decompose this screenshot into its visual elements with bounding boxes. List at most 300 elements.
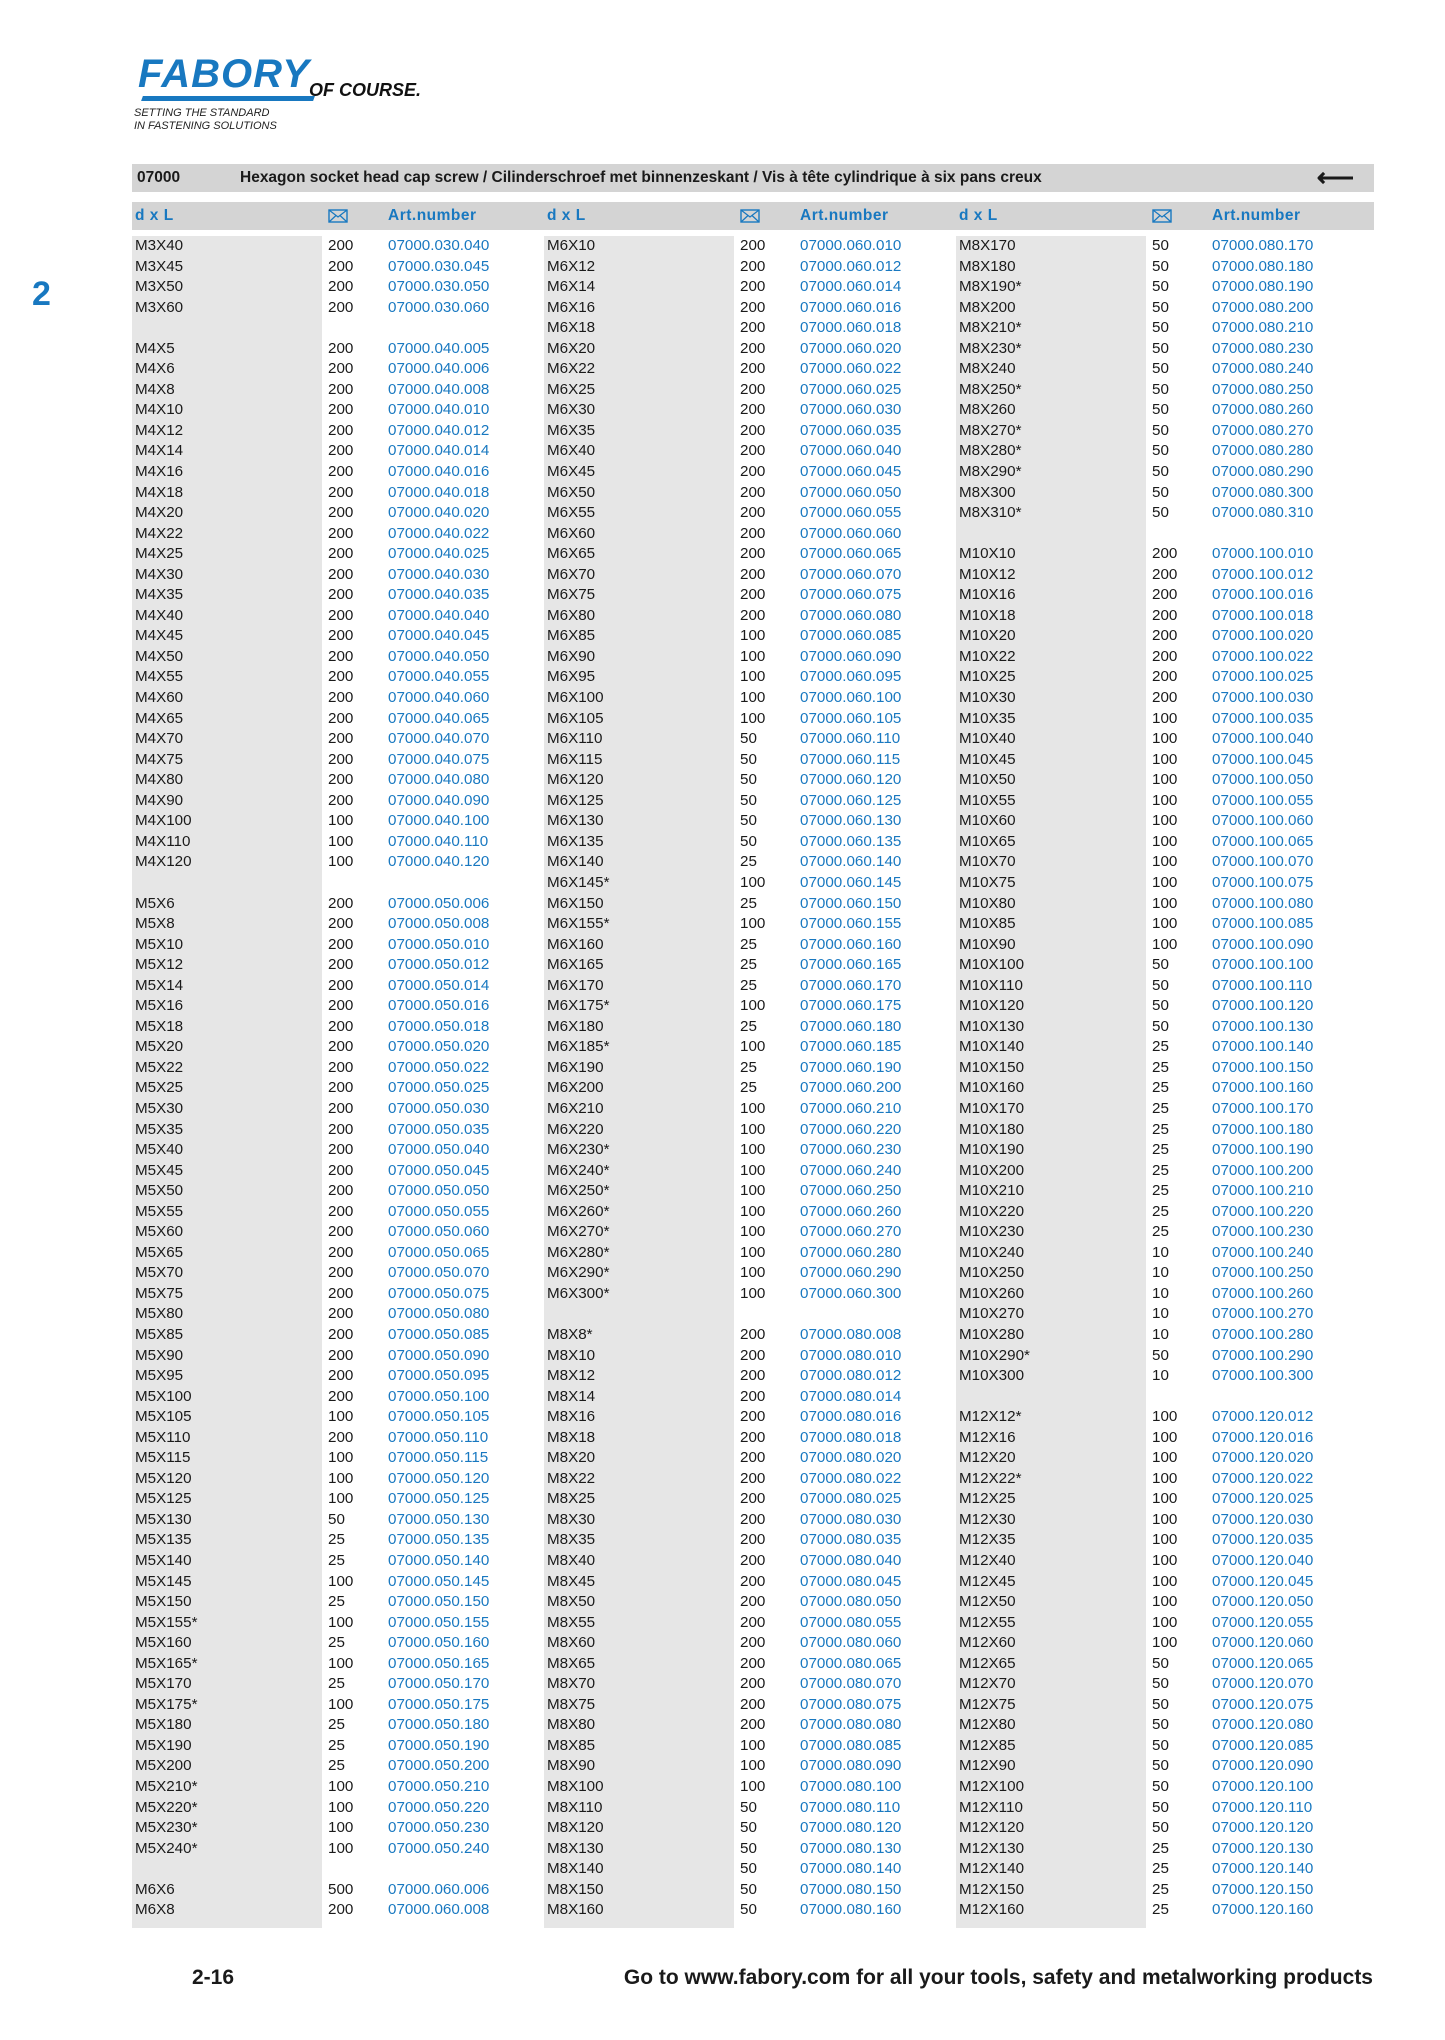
table-row bbox=[132, 1325, 542, 1346]
art-number-cell[interactable]: 07000.120.030 bbox=[1212, 1510, 1314, 1528]
art-number-cell[interactable]: 07000.060.155 bbox=[800, 915, 902, 933]
art-number-cell[interactable]: 07000.060.010 bbox=[800, 237, 902, 254]
pack-qty-cell: 100 bbox=[740, 1120, 766, 1138]
art-number-cell[interactable]: 07000.120.150 bbox=[1212, 1880, 1314, 1898]
art-number-cell[interactable]: 07000.060.110 bbox=[800, 730, 901, 748]
art-number-cell[interactable]: 07000.050.025 bbox=[388, 1079, 490, 1097]
art-number-cell[interactable]: 07000.050.130 bbox=[388, 1510, 490, 1528]
art-number-cell[interactable]: 07000.050.170 bbox=[388, 1675, 490, 1693]
size-cell: M5X40 bbox=[135, 1141, 184, 1159]
art-number-cell[interactable]: 07000.040.030 bbox=[388, 565, 490, 583]
table-row bbox=[544, 441, 954, 462]
art-number-cell[interactable]: 07000.100.150 bbox=[1212, 1058, 1314, 1076]
art-number-cell[interactable]: 07000.100.250 bbox=[1212, 1264, 1314, 1282]
art-number-cell[interactable]: 07000.060.250 bbox=[800, 1182, 902, 1200]
art-number-cell[interactable]: 07000.040.010 bbox=[388, 401, 490, 419]
art-number-cell[interactable]: 07000.120.060 bbox=[1212, 1634, 1314, 1652]
art-number-cell[interactable]: 07000.100.280 bbox=[1212, 1325, 1314, 1343]
pack-qty-cell: 50 bbox=[740, 1860, 757, 1878]
art-number-cell[interactable]: 07000.030.050 bbox=[388, 278, 490, 296]
art-number-cell[interactable]: 07000.050.020 bbox=[388, 1038, 490, 1056]
art-number-cell[interactable]: 07000.050.190 bbox=[388, 1736, 490, 1754]
art-number-cell[interactable]: 07000.080.035 bbox=[800, 1531, 902, 1549]
logo-tagline-line-1: SETTING THE STANDARD bbox=[134, 107, 270, 119]
size-cell: M10X210 bbox=[959, 1182, 1025, 1200]
art-number-cell[interactable]: 07000.080.040 bbox=[800, 1552, 902, 1569]
art-number-cell[interactable]: 07000.100.120 bbox=[1212, 997, 1314, 1015]
art-number-cell[interactable]: 07000.080.190 bbox=[1212, 278, 1314, 296]
art-number-cell[interactable]: 07000.060.150 bbox=[800, 894, 902, 912]
art-number-cell[interactable]: 07000.050.145 bbox=[388, 1572, 490, 1590]
art-number-cell[interactable]: 07000.060.145 bbox=[800, 873, 902, 891]
size-cell: M8X18 bbox=[547, 1428, 596, 1446]
art-number-cell[interactable]: 07000.060.030 bbox=[800, 401, 902, 419]
art-number-cell[interactable]: 07000.080.170 bbox=[1212, 237, 1314, 254]
art-number-cell[interactable]: 07000.060.055 bbox=[800, 504, 902, 522]
art-number-cell[interactable]: 07000.050.165 bbox=[388, 1654, 490, 1672]
art-number-cell[interactable]: 07000.050.070 bbox=[388, 1264, 490, 1282]
art-number-cell[interactable]: 07000.050.125 bbox=[388, 1490, 490, 1508]
art-number-cell[interactable]: 07000.050.045 bbox=[388, 1161, 490, 1179]
art-number-cell[interactable]: 07000.100.290 bbox=[1212, 1346, 1314, 1364]
art-number-cell[interactable]: 07000.080.150 bbox=[800, 1880, 902, 1898]
art-number-cell[interactable]: 07000.120.012 bbox=[1212, 1408, 1314, 1426]
art-number-cell[interactable]: 07000.080.270 bbox=[1212, 421, 1314, 439]
art-number-cell[interactable]: 07000.120.160 bbox=[1212, 1901, 1314, 1919]
art-number-cell[interactable]: 07000.080.012 bbox=[800, 1367, 902, 1385]
art-number-cell[interactable]: 07000.080.100 bbox=[800, 1778, 902, 1796]
size-cell: M12X90 bbox=[959, 1757, 1016, 1775]
art-number-cell[interactable]: 07000.080.050 bbox=[800, 1593, 902, 1611]
art-number-cell[interactable]: 07000.080.310 bbox=[1212, 504, 1314, 522]
art-number-cell[interactable]: 07000.050.230 bbox=[388, 1819, 490, 1837]
art-number-cell[interactable]: 07000.120.090 bbox=[1212, 1757, 1314, 1775]
art-number-cell[interactable]: 07000.080.010 bbox=[800, 1346, 902, 1364]
art-number-cell[interactable]: 07000.100.090 bbox=[1212, 935, 1314, 953]
art-number-cell[interactable]: 07000.060.135 bbox=[800, 832, 902, 850]
table-row bbox=[132, 1633, 542, 1654]
art-number-cell[interactable]: 07000.050.160 bbox=[388, 1634, 490, 1652]
art-number-cell[interactable]: 07000.120.050 bbox=[1212, 1593, 1314, 1611]
art-number-cell[interactable]: 07000.080.030 bbox=[800, 1510, 902, 1528]
art-number-cell[interactable]: 07000.060.075 bbox=[800, 586, 902, 604]
art-number-cell[interactable]: 07000.050.030 bbox=[388, 1099, 490, 1117]
pack-qty-cell: 200 bbox=[328, 483, 354, 501]
art-number-cell[interactable]: 07000.100.270 bbox=[1212, 1305, 1314, 1323]
art-number-cell[interactable]: 07000.060.220 bbox=[800, 1120, 902, 1138]
art-number-cell[interactable]: 07000.100.140 bbox=[1212, 1038, 1314, 1056]
pack-qty-cell: 100 bbox=[740, 1264, 766, 1282]
art-number-cell[interactable]: 07000.100.080 bbox=[1212, 894, 1314, 912]
art-number-cell[interactable]: 07000.060.090 bbox=[800, 647, 902, 665]
art-number-cell[interactable]: 07000.060.230 bbox=[800, 1141, 902, 1159]
art-number-cell[interactable]: 07000.050.080 bbox=[388, 1305, 490, 1323]
art-number-cell[interactable]: 07000.060.100 bbox=[800, 689, 902, 707]
art-number-cell[interactable]: 07000.120.065 bbox=[1212, 1654, 1314, 1672]
art-number-cell[interactable]: 07000.100.012 bbox=[1212, 565, 1314, 583]
art-number-cell[interactable]: 07000.120.016 bbox=[1212, 1428, 1314, 1446]
art-number-cell[interactable]: 07000.050.012 bbox=[388, 956, 490, 974]
art-number-cell[interactable]: 07000.040.035 bbox=[388, 586, 490, 604]
table-row bbox=[544, 1489, 954, 1510]
art-number-cell[interactable]: 07000.080.080 bbox=[800, 1716, 902, 1734]
art-number-cell[interactable]: 07000.060.160 bbox=[800, 935, 902, 953]
pack-qty-cell: 25 bbox=[1152, 1223, 1169, 1241]
art-number-cell[interactable]: 07000.050.140 bbox=[388, 1552, 490, 1569]
art-number-cell[interactable]: 07000.060.065 bbox=[800, 545, 902, 563]
size-cell: M12X75 bbox=[959, 1695, 1016, 1713]
art-number-cell[interactable]: 07000.120.075 bbox=[1212, 1695, 1314, 1713]
art-number-cell[interactable]: 07000.100.010 bbox=[1212, 545, 1314, 563]
art-number-cell[interactable]: 07000.050.220 bbox=[388, 1798, 490, 1816]
size-cell: M4X90 bbox=[135, 791, 184, 809]
table-row bbox=[544, 811, 954, 832]
art-number-cell[interactable]: 07000.050.105 bbox=[388, 1408, 490, 1426]
art-number-cell[interactable]: 07000.050.016 bbox=[388, 997, 490, 1015]
art-number-cell[interactable]: 07000.060.060 bbox=[800, 524, 902, 542]
art-number-cell[interactable]: 07000.050.035 bbox=[388, 1120, 490, 1138]
size-cell: M4X14 bbox=[135, 442, 184, 460]
table-row bbox=[956, 1736, 1366, 1757]
arrow-left-icon[interactable]: ⟵ bbox=[1316, 162, 1354, 192]
art-number-cell[interactable]: 07000.060.006 bbox=[388, 1880, 490, 1898]
art-number-cell[interactable]: 07000.060.008 bbox=[388, 1901, 490, 1919]
art-number-cell[interactable]: 07000.040.006 bbox=[388, 360, 490, 378]
art-number-cell[interactable]: 07000.040.110 bbox=[388, 832, 489, 850]
art-number-cell[interactable]: 07000.100.110 bbox=[1212, 976, 1313, 994]
art-number-cell[interactable]: 07000.060.105 bbox=[800, 709, 902, 727]
art-number-cell[interactable]: 07000.080.060 bbox=[800, 1634, 902, 1652]
art-number-cell[interactable]: 07000.060.080 bbox=[800, 606, 902, 624]
art-number-cell[interactable]: 07000.060.140 bbox=[800, 853, 902, 871]
art-number-cell[interactable]: 07000.100.022 bbox=[1212, 647, 1314, 665]
art-number-cell[interactable]: 07000.040.022 bbox=[388, 524, 490, 542]
art-number-cell[interactable]: 07000.120.040 bbox=[1212, 1552, 1314, 1569]
art-number-cell[interactable]: 07000.100.085 bbox=[1212, 915, 1314, 933]
art-number-cell[interactable]: 07000.120.070 bbox=[1212, 1675, 1314, 1693]
table-row bbox=[956, 339, 1366, 360]
art-number-cell[interactable]: 07000.100.190 bbox=[1212, 1141, 1314, 1159]
art-number-cell[interactable]: 07000.040.080 bbox=[388, 771, 490, 789]
art-number-cell[interactable]: 07000.040.005 bbox=[388, 339, 490, 357]
art-number-cell[interactable]: 07000.080.240 bbox=[1212, 360, 1314, 378]
art-number-cell[interactable]: 07000.060.210 bbox=[800, 1099, 902, 1117]
art-number-cell[interactable]: 07000.100.160 bbox=[1212, 1079, 1314, 1097]
size-cell: M10X150 bbox=[959, 1058, 1025, 1076]
art-number-cell[interactable]: 07000.100.200 bbox=[1212, 1161, 1314, 1179]
art-number-cell[interactable]: 07000.040.025 bbox=[388, 545, 490, 563]
art-number-cell[interactable]: 07000.050.135 bbox=[388, 1531, 490, 1549]
art-number-cell[interactable]: 07000.050.006 bbox=[388, 894, 490, 912]
size-cell: M10X10 bbox=[959, 545, 1016, 563]
size-cell: M10X190 bbox=[959, 1141, 1025, 1159]
art-number-cell[interactable]: 07000.060.280 bbox=[800, 1243, 902, 1261]
art-number-cell[interactable]: 07000.060.180 bbox=[800, 1017, 902, 1035]
art-number-cell[interactable]: 07000.120.025 bbox=[1212, 1490, 1314, 1508]
size-cell: M6X105 bbox=[547, 709, 604, 727]
art-number-cell[interactable]: 07000.080.070 bbox=[800, 1675, 902, 1693]
art-number-cell[interactable]: 07000.100.035 bbox=[1212, 709, 1314, 727]
art-number-cell[interactable]: 07000.080.045 bbox=[800, 1572, 902, 1590]
art-number-cell[interactable]: 07000.100.018 bbox=[1212, 606, 1314, 624]
art-number-cell[interactable]: 07000.120.100 bbox=[1212, 1778, 1314, 1796]
art-number-cell[interactable]: 07000.100.060 bbox=[1212, 812, 1314, 830]
pack-qty-cell: 25 bbox=[740, 956, 757, 974]
art-number-cell[interactable]: 07000.060.035 bbox=[800, 421, 902, 439]
art-number-cell[interactable]: 07000.120.020 bbox=[1212, 1449, 1314, 1467]
art-number-cell[interactable]: 07000.050.110 bbox=[388, 1428, 489, 1446]
art-number-cell[interactable]: 07000.100.075 bbox=[1212, 873, 1314, 891]
pack-qty-cell: 200 bbox=[328, 771, 354, 789]
art-number-cell[interactable]: 07000.060.240 bbox=[800, 1161, 902, 1179]
art-number-cell[interactable]: 07000.100.055 bbox=[1212, 791, 1314, 809]
art-number-cell[interactable]: 07000.050.095 bbox=[388, 1367, 490, 1385]
art-number-cell[interactable]: 07000.060.190 bbox=[800, 1058, 902, 1076]
art-number-cell[interactable]: 07000.120.085 bbox=[1212, 1736, 1314, 1754]
art-number-cell[interactable]: 07000.060.125 bbox=[800, 791, 902, 809]
art-number-cell[interactable]: 07000.080.230 bbox=[1212, 339, 1314, 357]
art-number-cell[interactable]: 07000.100.170 bbox=[1212, 1099, 1314, 1117]
art-number-cell[interactable]: 07000.050.090 bbox=[388, 1346, 490, 1364]
table-row bbox=[132, 483, 542, 504]
art-number-cell[interactable]: 07000.080.065 bbox=[800, 1654, 902, 1672]
size-cell: M5X80 bbox=[135, 1305, 184, 1323]
art-number-cell[interactable]: 07000.100.040 bbox=[1212, 730, 1314, 748]
art-number-cell[interactable]: 07000.080.260 bbox=[1212, 401, 1314, 419]
art-number-cell[interactable]: 07000.040.045 bbox=[388, 627, 490, 645]
art-number-cell[interactable]: 07000.050.180 bbox=[388, 1716, 490, 1734]
art-number-cell[interactable]: 07000.100.210 bbox=[1212, 1182, 1314, 1200]
art-number-cell[interactable]: 07000.080.055 bbox=[800, 1613, 902, 1631]
art-number-cell[interactable]: 07000.080.250 bbox=[1212, 380, 1314, 398]
size-cell: M6X18 bbox=[547, 319, 596, 337]
art-number-cell[interactable]: 07000.040.055 bbox=[388, 668, 490, 686]
pack-qty-cell: 200 bbox=[328, 668, 354, 686]
art-number-cell[interactable]: 07000.100.240 bbox=[1212, 1243, 1314, 1261]
art-number-cell[interactable]: 07000.080.130 bbox=[800, 1839, 902, 1857]
art-number-cell[interactable]: 07000.040.090 bbox=[388, 791, 490, 809]
art-number-cell[interactable]: 07000.060.022 bbox=[800, 360, 902, 378]
art-number-cell[interactable]: 07000.040.008 bbox=[388, 380, 490, 398]
pack-qty-cell: 200 bbox=[740, 586, 766, 604]
table-row bbox=[544, 770, 954, 791]
art-number-cell[interactable]: 07000.060.018 bbox=[800, 319, 902, 337]
table-row bbox=[544, 1818, 954, 1839]
art-number-cell[interactable]: 07000.050.240 bbox=[388, 1839, 490, 1857]
art-number-cell[interactable]: 07000.060.020 bbox=[800, 339, 902, 357]
art-number-cell[interactable]: 07000.080.025 bbox=[800, 1490, 902, 1508]
art-number-cell[interactable]: 07000.100.025 bbox=[1212, 668, 1314, 686]
art-number-cell[interactable]: 07000.060.120 bbox=[800, 771, 902, 789]
size-cell: M5X240* bbox=[135, 1839, 198, 1857]
art-number-cell[interactable]: 07000.050.075 bbox=[388, 1284, 490, 1302]
art-number-cell[interactable]: 07000.080.075 bbox=[800, 1695, 902, 1713]
art-number-cell[interactable]: 07000.040.060 bbox=[388, 689, 490, 707]
art-number-cell[interactable]: 07000.060.025 bbox=[800, 380, 902, 398]
art-number-cell[interactable]: 07000.120.035 bbox=[1212, 1531, 1314, 1549]
art-number-cell[interactable]: 07000.040.075 bbox=[388, 750, 490, 768]
art-number-cell[interactable]: 07000.040.016 bbox=[388, 463, 490, 481]
art-number-cell[interactable]: 07000.080.090 bbox=[800, 1757, 902, 1775]
art-number-cell[interactable]: 07000.050.055 bbox=[388, 1202, 490, 1220]
art-number-cell[interactable]: 07000.060.085 bbox=[800, 627, 902, 645]
pack-qty-cell: 200 bbox=[740, 504, 766, 522]
art-number-cell[interactable]: 07000.120.120 bbox=[1212, 1819, 1314, 1837]
art-number-cell[interactable]: 07000.040.018 bbox=[388, 483, 490, 501]
art-number-cell[interactable]: 07000.080.085 bbox=[800, 1736, 902, 1754]
art-number-cell[interactable]: 07000.060.300 bbox=[800, 1284, 902, 1302]
art-number-cell[interactable]: 07000.100.180 bbox=[1212, 1120, 1314, 1138]
art-number-cell[interactable]: 07000.120.130 bbox=[1212, 1839, 1314, 1857]
table-row bbox=[544, 483, 954, 504]
art-number-cell[interactable]: 07000.060.045 bbox=[800, 463, 902, 481]
art-number-cell[interactable]: 07000.050.040 bbox=[388, 1141, 490, 1159]
art-number-cell[interactable]: 07000.060.040 bbox=[800, 442, 902, 460]
art-number-cell[interactable]: 07000.080.210 bbox=[1212, 319, 1314, 337]
art-number-cell[interactable]: 07000.120.080 bbox=[1212, 1716, 1314, 1734]
art-number-cell[interactable]: 07000.080.008 bbox=[800, 1325, 902, 1343]
art-number-cell[interactable]: 07000.040.065 bbox=[388, 709, 490, 727]
table-row bbox=[544, 729, 954, 750]
art-number-cell[interactable]: 07000.120.055 bbox=[1212, 1613, 1314, 1631]
size-cell: M8X180 bbox=[959, 257, 1016, 275]
art-number-cell[interactable]: 07000.080.016 bbox=[800, 1408, 902, 1426]
art-number-cell[interactable]: 07000.060.185 bbox=[800, 1038, 902, 1056]
art-number-cell[interactable]: 07000.040.012 bbox=[388, 421, 490, 439]
art-number-cell[interactable]: 07000.050.010 bbox=[388, 935, 490, 953]
art-number-cell[interactable]: 07000.050.175 bbox=[388, 1695, 490, 1713]
art-number-cell[interactable]: 07000.030.045 bbox=[388, 257, 490, 275]
size-cell: M5X90 bbox=[135, 1346, 184, 1364]
art-number-cell[interactable]: 07000.050.060 bbox=[388, 1223, 490, 1241]
art-number-cell[interactable]: 07000.040.100 bbox=[388, 812, 490, 830]
art-number-cell[interactable]: 07000.050.115 bbox=[388, 1449, 489, 1467]
table-row bbox=[956, 1078, 1366, 1099]
size-cell: M12X80 bbox=[959, 1716, 1016, 1734]
art-number-cell[interactable]: 07000.120.045 bbox=[1212, 1572, 1314, 1590]
art-number-cell[interactable]: 07000.030.060 bbox=[388, 298, 490, 316]
art-number-cell[interactable]: 07000.040.014 bbox=[388, 442, 490, 460]
art-number-cell[interactable]: 07000.060.016 bbox=[800, 298, 902, 316]
art-number-cell[interactable]: 07000.050.085 bbox=[388, 1325, 490, 1343]
art-number-cell[interactable]: 07000.050.018 bbox=[388, 1017, 490, 1035]
art-number-cell[interactable]: 07000.050.065 bbox=[388, 1243, 490, 1261]
art-number-cell[interactable]: 07000.100.070 bbox=[1212, 853, 1314, 871]
art-number-cell[interactable]: 07000.100.050 bbox=[1212, 771, 1314, 789]
art-number-cell[interactable]: 07000.060.095 bbox=[800, 668, 902, 686]
table-row bbox=[132, 1448, 542, 1469]
art-number-cell[interactable]: 07000.080.020 bbox=[800, 1449, 902, 1467]
art-number-cell[interactable]: 07000.060.130 bbox=[800, 812, 902, 830]
art-number-cell[interactable]: 07000.080.120 bbox=[800, 1819, 902, 1837]
art-number-cell[interactable]: 07000.050.050 bbox=[388, 1182, 490, 1200]
art-number-cell[interactable]: 07000.100.130 bbox=[1212, 1017, 1314, 1035]
art-number-cell[interactable]: 07000.100.220 bbox=[1212, 1202, 1314, 1220]
size-cell: M6X20 bbox=[547, 339, 596, 357]
logo-tagline bbox=[134, 107, 277, 133]
art-number-cell[interactable]: 07000.040.070 bbox=[388, 730, 490, 748]
table-row bbox=[544, 565, 954, 586]
art-number-cell[interactable]: 07000.050.200 bbox=[388, 1757, 490, 1775]
art-number-cell[interactable]: 07000.060.012 bbox=[800, 257, 902, 275]
art-number-cell[interactable]: 07000.060.050 bbox=[800, 483, 902, 501]
pack-qty-cell: 200 bbox=[1152, 565, 1178, 583]
art-number-cell[interactable]: 07000.040.050 bbox=[388, 647, 490, 665]
art-number-cell[interactable]: 07000.050.100 bbox=[388, 1387, 490, 1405]
art-number-cell[interactable]: 07000.100.030 bbox=[1212, 689, 1314, 707]
art-number-cell[interactable]: 07000.100.045 bbox=[1212, 750, 1314, 768]
size-cell: M5X75 bbox=[135, 1284, 184, 1302]
art-number-cell[interactable]: 07000.050.210 bbox=[388, 1778, 490, 1796]
art-number-cell[interactable]: 07000.060.175 bbox=[800, 997, 902, 1015]
table-row bbox=[956, 1654, 1366, 1675]
art-number-cell[interactable]: 07000.120.022 bbox=[1212, 1469, 1314, 1487]
art-number-cell[interactable]: 07000.060.170 bbox=[800, 976, 902, 994]
art-number-cell[interactable]: 07000.060.270 bbox=[800, 1223, 902, 1241]
art-number-cell[interactable]: 07000.100.100 bbox=[1212, 956, 1314, 974]
art-number-cell[interactable]: 07000.120.140 bbox=[1212, 1860, 1314, 1878]
art-number-cell[interactable]: 07000.050.008 bbox=[388, 915, 490, 933]
art-number-cell[interactable]: 07000.060.200 bbox=[800, 1079, 902, 1097]
art-number-cell[interactable]: 07000.080.180 bbox=[1212, 257, 1314, 275]
art-number-cell[interactable]: 07000.050.120 bbox=[388, 1469, 490, 1487]
art-number-cell[interactable]: 07000.080.014 bbox=[800, 1387, 902, 1405]
art-number-cell[interactable]: 07000.050.022 bbox=[388, 1058, 490, 1076]
art-number-cell[interactable]: 07000.100.065 bbox=[1212, 832, 1314, 850]
pack-qty-cell: 200 bbox=[328, 565, 354, 583]
art-number-cell[interactable]: 07000.080.300 bbox=[1212, 483, 1314, 501]
art-number-cell[interactable]: 07000.060.290 bbox=[800, 1264, 902, 1282]
size-cell: M12X16 bbox=[959, 1428, 1016, 1446]
pack-qty-cell: 200 bbox=[740, 298, 766, 316]
art-number-cell[interactable]: 07000.080.022 bbox=[800, 1469, 902, 1487]
art-number-cell[interactable]: 07000.080.290 bbox=[1212, 463, 1314, 481]
table-row bbox=[544, 1798, 954, 1819]
art-number-cell[interactable]: 07000.050.014 bbox=[388, 976, 490, 994]
art-number-cell[interactable]: 07000.080.160 bbox=[800, 1901, 902, 1919]
table-row bbox=[544, 400, 954, 421]
art-number-cell[interactable]: 07000.040.040 bbox=[388, 606, 490, 624]
art-number-cell[interactable]: 07000.060.070 bbox=[800, 565, 902, 583]
art-number-cell[interactable]: 07000.050.150 bbox=[388, 1593, 490, 1611]
art-number-cell[interactable]: 07000.040.120 bbox=[388, 853, 490, 871]
art-number-cell[interactable]: 07000.080.200 bbox=[1212, 298, 1314, 316]
pack-qty-cell: 100 bbox=[1152, 1593, 1178, 1611]
table-row bbox=[956, 1613, 1366, 1634]
art-number-cell[interactable]: 07000.060.260 bbox=[800, 1202, 902, 1220]
art-number-cell[interactable]: 07000.100.260 bbox=[1212, 1284, 1314, 1302]
art-number-cell[interactable]: 07000.100.230 bbox=[1212, 1223, 1314, 1241]
art-number-cell[interactable]: 07000.050.155 bbox=[388, 1613, 490, 1631]
art-number-cell[interactable]: 07000.080.140 bbox=[800, 1860, 902, 1878]
pack-qty-cell: 200 bbox=[328, 360, 354, 378]
art-number-cell[interactable]: 07000.040.020 bbox=[388, 504, 490, 522]
art-number-cell[interactable]: 07000.080.110 bbox=[800, 1798, 901, 1816]
art-number-cell[interactable]: 07000.030.040 bbox=[388, 237, 490, 254]
art-number-cell[interactable]: 07000.120.110 bbox=[1212, 1798, 1313, 1816]
art-number-cell[interactable]: 07000.100.016 bbox=[1212, 586, 1314, 604]
table-row bbox=[544, 1695, 954, 1716]
art-number-cell[interactable]: 07000.080.280 bbox=[1212, 442, 1314, 460]
size-cell: M5X125 bbox=[135, 1490, 192, 1508]
art-number-cell[interactable]: 07000.060.165 bbox=[800, 956, 902, 974]
art-number-cell[interactable]: 07000.060.014 bbox=[800, 278, 902, 296]
pack-qty-cell: 25 bbox=[740, 894, 757, 912]
art-number-cell[interactable]: 07000.080.018 bbox=[800, 1428, 902, 1446]
art-number-cell[interactable]: 07000.100.020 bbox=[1212, 627, 1314, 645]
art-number-cell[interactable]: 07000.100.300 bbox=[1212, 1367, 1314, 1385]
art-number-cell[interactable]: 07000.060.115 bbox=[800, 750, 901, 768]
